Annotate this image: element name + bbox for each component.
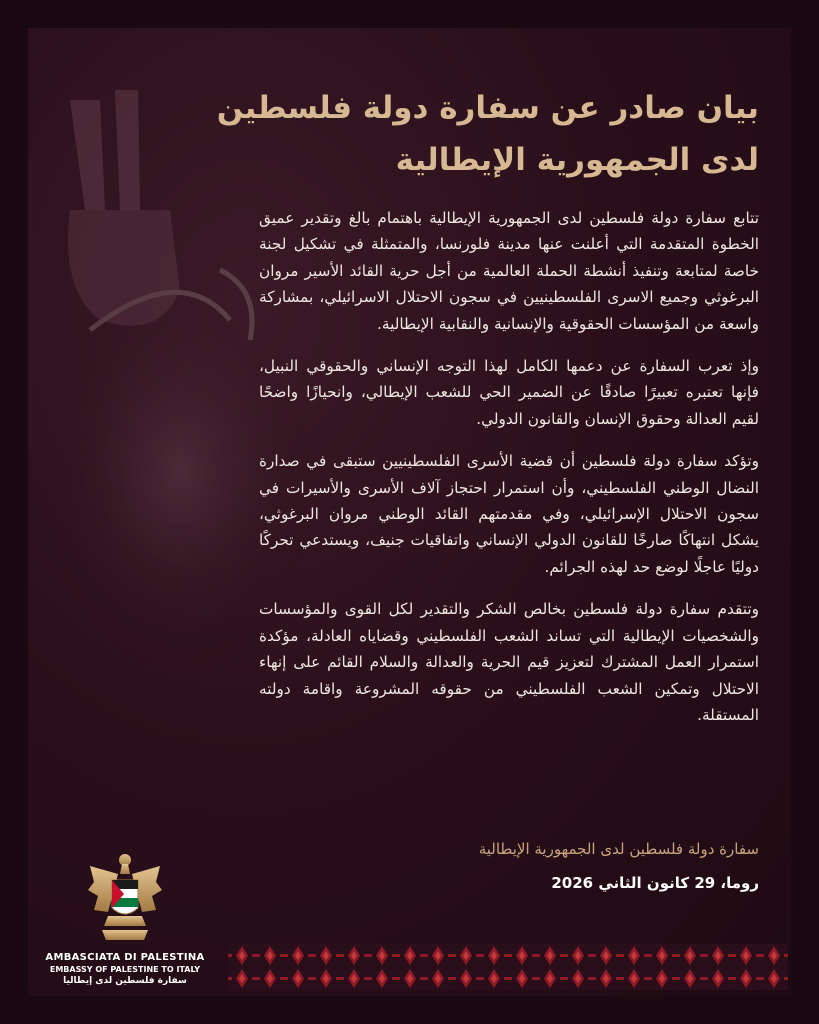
body-paragraph-3: وتؤكد سفارة دولة فلسطين أن قضية الأسرى الفلسطينيين ستبقى في صدارة النضال الوطني الفلسطيني، وأن استمرار احتجاز آلاف الأسرى والأسيرات في سجون الاحتلال الإسرائيلي، وفي مقدمتهم القائد الوطني مروان البرغوثي، يشكل انتهاكًا صارخًا للقانون الدولي الإنساني واتفاقيات جنيف، ويستدعي تحركًا دوليًا عاجلًا لوضع حد لهذه الجرائم. xyxy=(259,452,759,576)
body-paragraph-2: وإذ تعرب السفارة عن دعمها الكامل لهذا التوجه الإنساني والحقوقي النبيل، فإنها تعتبره تعبيرًا صادقًا عن الضمير الحي للشعب الإيطالي، وانحيازًا واضحًا لقيم العدالة وحقوق الإنسان والقانون الدولي. xyxy=(259,357,759,428)
title-line-1: بيان صادر عن سفارة دولة فلسطين xyxy=(216,90,759,126)
title-line-2: لدى الجمهورية الإيطالية xyxy=(395,142,759,178)
logo-line-arabic: سفارة فلسطين لدى إيطاليا xyxy=(63,976,187,986)
eagle-emblem-icon xyxy=(88,850,162,948)
statement-body xyxy=(259,205,759,744)
body-paragraph-1: تتابع سفارة دولة فلسطين لدى الجمهورية الإيطالية باهتمام بالغ وتقدير عميق الخطوة المتقدمة التي أعلنت عنها مدينة فلورنسا، والمتمثلة في تشكيل لجنة خاصة لمتابعة وتنفيذ أنشطة الحملة العالمية من أجل حرية القائد الأسير مروان البرغوثي وجميع الاسرى الفلسطينيين في سجون الاحتلال الاسرائيلي، بمشاركة واسعة من المؤسسات الحقوقية والإنسانية والنقابية الإيطالية. xyxy=(259,209,759,333)
logo-line-english: EMBASSY OF PALESTINE TO ITALY xyxy=(49,965,201,974)
signature-line: سفارة دولة فلسطين لدى الجمهورية الإيطالية xyxy=(478,840,759,858)
date-line: روما، 29 كانون الثاني 2026 xyxy=(551,874,759,892)
body-paragraph-4: وتتقدم سفارة دولة فلسطين بخالص الشكر والتقدير لكل القوى والمؤسسات والشخصيات الإيطالية التي تساند الشعب الفلسطيني وقضاياه العادلة، مؤكدة استمرار العمل المشترك لتعزيز قيم الحرية والعدالة والسلام القائم على إنهاء الاحتلال وتمكين الشعب الفلسطيني من حقوقه المشروعة واقامة دولته المستقلة. xyxy=(259,600,759,724)
embroidery-border-pattern xyxy=(228,944,788,990)
logo-line-italian: AMBASCIATA DI PALESTINA xyxy=(45,952,205,963)
statement-title xyxy=(199,82,759,186)
embassy-logo-text xyxy=(40,952,210,986)
